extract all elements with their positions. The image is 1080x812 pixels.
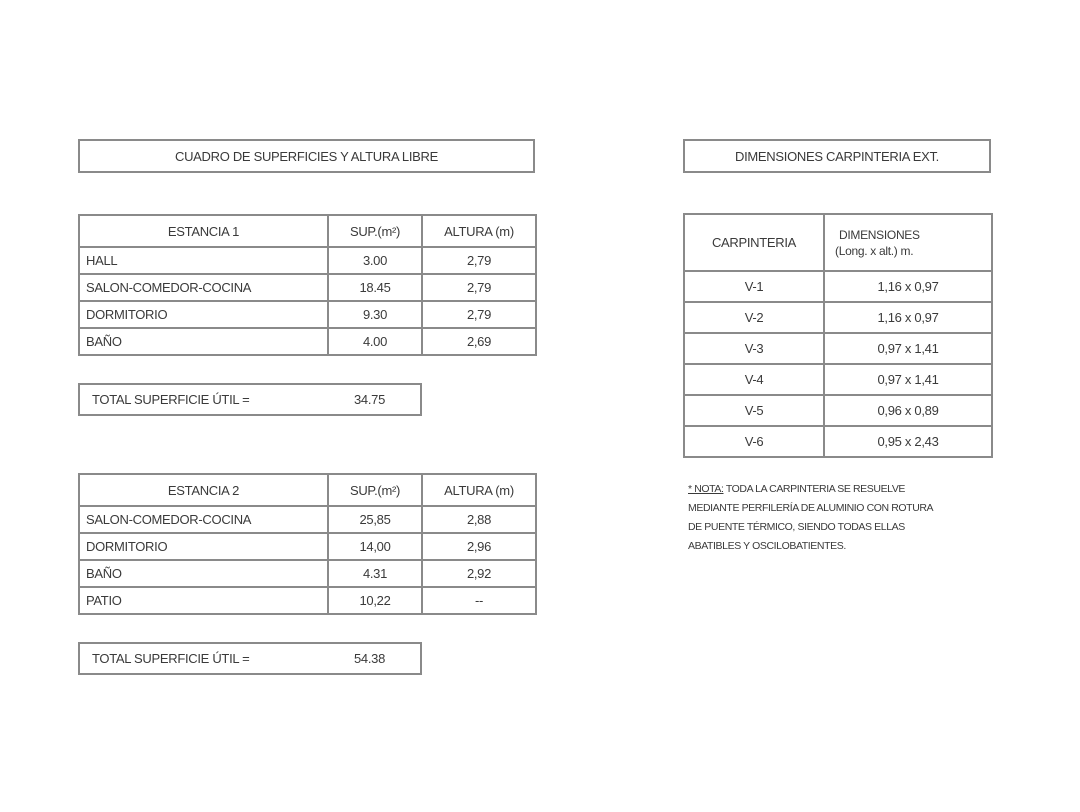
estancia-1-heading: ESTANCIA 1: [79, 215, 328, 247]
total-label: TOTAL SUPERFICIE ÚTIL =: [92, 651, 250, 666]
surfaces-title-box: [78, 139, 535, 173]
dimensiones-header: [824, 214, 992, 271]
room-name: SALON-COMEDOR-COCINA: [79, 274, 328, 301]
total-label: TOTAL SUPERFICIE ÚTIL =: [92, 392, 250, 407]
room-surface: 25,85: [328, 506, 422, 533]
room-name: DORMITORIO: [79, 301, 328, 328]
table-row: [79, 587, 536, 614]
estancia-2-table: [78, 473, 537, 615]
carpentry-title: DIMENSIONES CARPINTERIA EXT.: [735, 148, 939, 164]
sup-header: SUP.(m²): [328, 474, 422, 506]
room-height: --: [422, 587, 536, 614]
dimensiones-header-line2: (Long. x alt.) m.: [835, 243, 914, 258]
window-dimensions: 0,96 x 0,89: [824, 395, 992, 426]
estancia-2-heading: ESTANCIA 2: [79, 474, 328, 506]
note-line-2: MEDIANTE PERFILERÍA DE ALUMINIO CON ROTURA: [688, 502, 934, 514]
room-surface: 9.30: [328, 301, 422, 328]
room-surface: 4.31: [328, 560, 422, 587]
dimensiones-header-line1: DIMENSIONES: [839, 227, 920, 242]
carpentry-table: [683, 213, 993, 458]
table-row: [684, 302, 992, 333]
altura-header: ALTURA (m): [422, 215, 536, 247]
total-value: 34.75: [354, 392, 386, 407]
window-dimensions: 0,97 x 1,41: [824, 364, 992, 395]
table-row: [684, 271, 992, 302]
room-surface: 3.00: [328, 247, 422, 274]
note-label: * NOTA:: [688, 483, 724, 495]
table-header-row: [79, 474, 536, 506]
window-dimensions: 0,97 x 1,41: [824, 333, 992, 364]
table-row: [79, 247, 536, 274]
estancia-1-table: [78, 214, 537, 356]
table-header-row: [79, 215, 536, 247]
window-id: V-5: [684, 395, 824, 426]
room-name: HALL: [79, 247, 328, 274]
surfaces-title: CUADRO DE SUPERFICIES Y ALTURA LIBRE: [174, 148, 438, 164]
room-name: PATIO: [79, 587, 328, 614]
room-height: 2,79: [422, 274, 536, 301]
window-dimensions: 1,16 x 0,97: [824, 302, 992, 333]
window-id: V-1: [684, 271, 824, 302]
table-row: [684, 395, 992, 426]
table-header-row: [684, 214, 992, 271]
table-row: [684, 333, 992, 364]
window-id: V-4: [684, 364, 824, 395]
table-row: [79, 301, 536, 328]
room-height: 2,88: [422, 506, 536, 533]
room-surface: 14,00: [328, 533, 422, 560]
note-text-1: TODA LA CARPINTERIA SE RESUELVE: [725, 483, 906, 495]
carpentry-title-box: [683, 139, 991, 173]
carpentry-note: [688, 480, 1048, 556]
room-height: 2,79: [422, 247, 536, 274]
carpinteria-header: CARPINTERIA: [684, 214, 824, 271]
estancia-1-total-box: [78, 383, 422, 416]
room-name: BAÑO: [79, 328, 328, 355]
window-id: V-3: [684, 333, 824, 364]
table-row: [684, 364, 992, 395]
table-row: [79, 560, 536, 587]
window-dimensions: 1,16 x 0,97: [824, 271, 992, 302]
room-name: BAÑO: [79, 560, 328, 587]
room-height: 2,69: [422, 328, 536, 355]
window-id: V-2: [684, 302, 824, 333]
window-dimensions: 0,95 x 2,43: [824, 426, 992, 457]
table-row: [79, 274, 536, 301]
room-name: SALON-COMEDOR-COCINA: [79, 506, 328, 533]
altura-header: ALTURA (m): [422, 474, 536, 506]
room-surface: 18.45: [328, 274, 422, 301]
table-row: [684, 426, 992, 457]
room-height: 2,79: [422, 301, 536, 328]
room-height: 2,96: [422, 533, 536, 560]
note-line-4: ABATIBLES Y OSCILOBATIENTES.: [688, 540, 846, 552]
room-surface: 4.00: [328, 328, 422, 355]
room-surface: 10,22: [328, 587, 422, 614]
room-name: DORMITORIO: [79, 533, 328, 560]
table-row: [79, 328, 536, 355]
table-row: [79, 533, 536, 560]
window-id: V-6: [684, 426, 824, 457]
total-value: 54.38: [354, 651, 386, 666]
note-line-1: [688, 480, 1048, 499]
estancia-2-total-box: [78, 642, 422, 675]
note-line-3: DE PUENTE TÉRMICO, SIENDO TODAS ELLAS: [688, 521, 905, 533]
room-height: 2,92: [422, 560, 536, 587]
sup-header: SUP.(m²): [328, 215, 422, 247]
table-row: [79, 506, 536, 533]
